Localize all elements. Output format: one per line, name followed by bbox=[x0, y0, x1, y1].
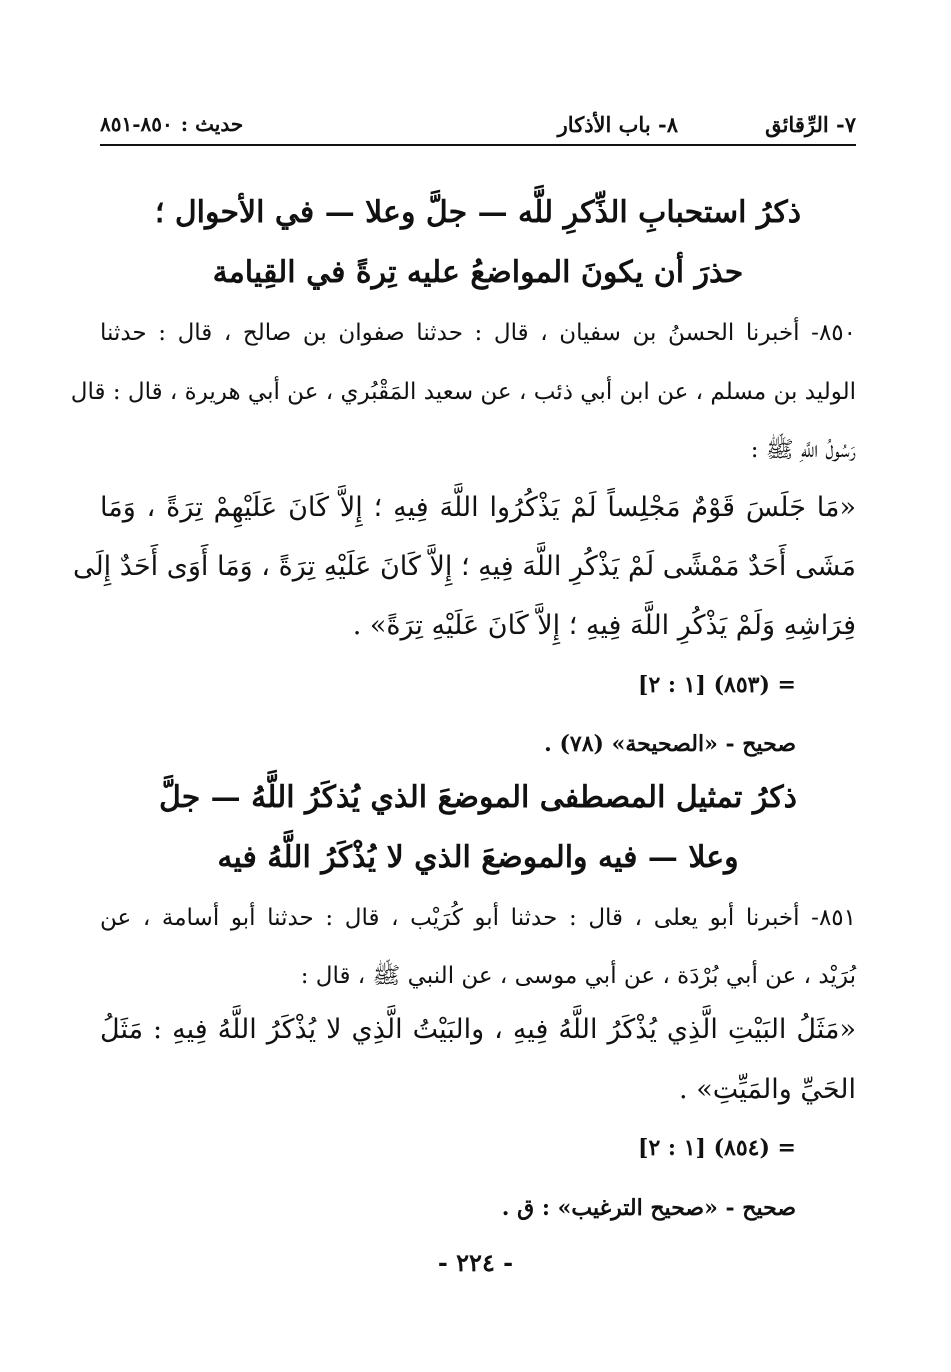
hadith850-grading: صحيح - «الصحيحة» (٧٨) . bbox=[544, 731, 796, 757]
section2-title-line2: وعلا — فيه والموضعَ الذي لا يُذْكَرُ اللَّهُ فيه bbox=[217, 840, 739, 875]
section1-title-line2: حذرَ أن يكونَ المواضعُ عليه تِرةً في القِيامة bbox=[212, 255, 744, 290]
hadith851-matn-line1: «مَثَلُ البَيْتِ الَّذِي يُذْكَرُ اللَّهُ فِيهِ ، والبَيْتُ الَّذِي لا يُذْكَرُ اللَّهُ فِيهِ : مَثَلُ bbox=[100, 1014, 856, 1045]
hadith850-matn-line1: «مَا جَلَسَ قَوْمٌ مَجْلِساً لَمْ يَذْكُرُوا اللَّهَ فِيهِ ؛ إِلاَّ كَانَ عَلَيْهِمْ تِرَةً ، وَمَا bbox=[100, 492, 856, 523]
header-chapter-title: ٨- باب الأذكار bbox=[557, 112, 678, 137]
section2-title-line1: ذكرُ تمثيل المصطفى الموضعَ الذي يُذكَرُ اللَّهُ — جلَّ bbox=[158, 780, 798, 815]
section1-title-line1: ذكرُ استحبابِ الذِّكرِ للَّه — جلَّ وعلا — في الأحوال ؛ bbox=[154, 195, 802, 230]
header-hadith-numbers: ٨٥٠-٨٥١ bbox=[100, 112, 173, 136]
hadith851-reference: = (٨٥٤) [١ : ٢] bbox=[638, 1135, 796, 1161]
header-hadith-range bbox=[100, 112, 243, 136]
hadith851-matn-line2: الحَيِّ والمَيِّتِ» . bbox=[679, 1074, 856, 1105]
running-header bbox=[100, 108, 856, 146]
hadith850-isnad-line2: الوليد بن مسلم ، عن ابن أبي ذئب ، عن سعيد المَقْبُري ، عن أبي هريرة ، قال : قال bbox=[70, 379, 856, 405]
hadith850-matn-line2: مَشَى أَحَدٌ مَمْشًى لَمْ يَذْكُرِ اللَّهَ فِيهِ ؛ إِلاَّ كَانَ عَلَيْهِ تِرَةً ، وَمَا أَوَى أَحَدٌ إِلَى bbox=[72, 551, 856, 582]
hadith851-grading: صحيح - «صحيح الترغيب» : ق . bbox=[501, 1195, 796, 1221]
hadith850-isnad-line3: رَسُولُ اللَّهِ ﷺ : bbox=[750, 437, 856, 463]
hadith851-isnad-line1: ٨٥١- أخبرنا أبو يعلى ، قال : حدثنا أبو كُرَيْب ، قال : حدثنا أبو أسامة ، عن bbox=[100, 905, 856, 931]
hadith851-isnad-line2: بُرَيْد ، عن أبي بُرْدَة ، عن أبي موسى ، عن النبي ﷺ ، قال : bbox=[300, 963, 856, 989]
page-number: - ٢٢٤ - bbox=[437, 1248, 514, 1277]
hadith850-reference: = (٨٥٣) [١ : ٢] bbox=[638, 672, 796, 698]
header-hadith-label: حديث : bbox=[180, 112, 244, 136]
header-book-title: ٧- الرِّقائق bbox=[765, 112, 856, 137]
hadith850-isnad-line1: ٨٥٠- أخبرنا الحسنُ بن سفيان ، قال : حدثنا صفوان بن صالح ، قال : حدثنا bbox=[100, 320, 856, 346]
hadith850-matn-line3: فِرَاشِهِ وَلَمْ يَذْكُرِ اللَّهَ فِيهِ ؛ إِلاَّ كَانَ عَلَيْهِ تِرَةً» . bbox=[352, 610, 856, 641]
